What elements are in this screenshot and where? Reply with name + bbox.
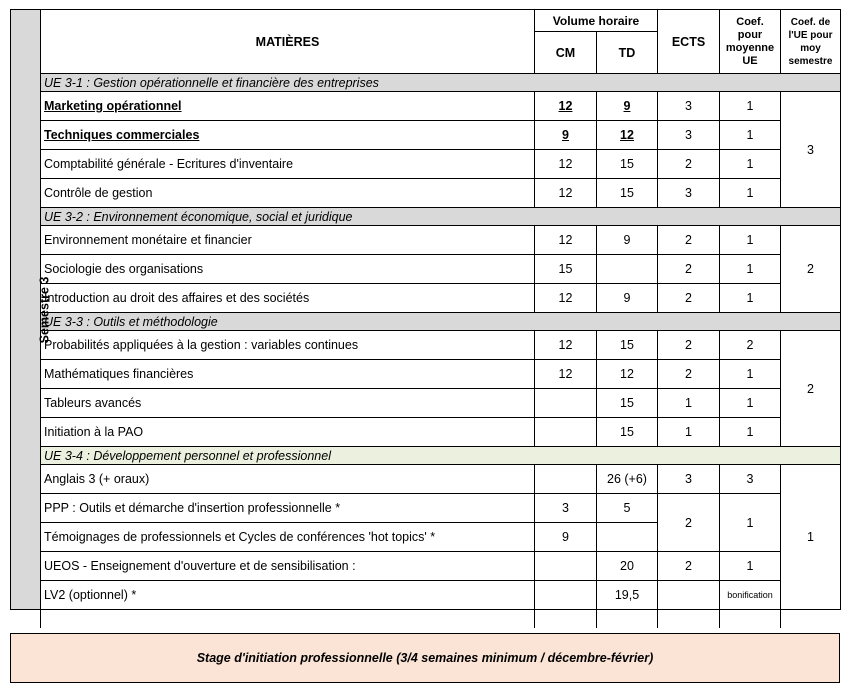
td-hours: 15	[597, 418, 658, 447]
coef-value: 1	[720, 121, 781, 150]
subject-name: Marketing opérationnel	[41, 92, 535, 121]
ects-value: 1	[658, 418, 720, 447]
header-matieres: MATIÈRES	[41, 10, 535, 74]
stage-banner: Stage d'initiation professionnelle (3/4 semaines minimum / décembre-février)	[10, 633, 840, 683]
cm-hours: 12	[535, 150, 597, 179]
header-ects: ECTS	[658, 10, 720, 74]
coef-value: 1	[720, 92, 781, 121]
subject-name: Témoignages de professionnels et Cycles de conférences 'hot topics' *	[41, 523, 535, 552]
subject-name: Anglais 3 (+ oraux)	[41, 465, 535, 494]
spacer-cell	[11, 610, 41, 628]
td-hours: 12	[597, 121, 658, 150]
ects-value	[658, 581, 720, 610]
header-td: TD	[597, 32, 658, 74]
cm-hours: 3	[535, 494, 597, 523]
ects-value: 2	[658, 494, 720, 552]
cm-hours	[535, 581, 597, 610]
cm-hours: 12	[535, 284, 597, 313]
subject-name: Comptabilité générale - Ecritures d'inventaire	[41, 150, 535, 179]
header-coef-moyenne-ue: Coef. pour moyenne UE	[720, 10, 781, 74]
coef-value: 1	[720, 226, 781, 255]
coef-value: 1	[720, 552, 781, 581]
td-hours: 26 (+6)	[597, 465, 658, 494]
header-volume-horaire: Volume horaire	[535, 10, 658, 32]
cm-hours: 9	[535, 121, 597, 150]
ects-value: 3	[658, 179, 720, 208]
subject-name: PPP : Outils et démarche d'insertion professionnelle *	[41, 494, 535, 523]
subject-name: Initiation à la PAO	[41, 418, 535, 447]
cm-hours: 12	[535, 360, 597, 389]
ue-coef: 3	[781, 92, 841, 208]
ects-value: 3	[658, 121, 720, 150]
coef-value: bonification	[720, 581, 781, 610]
spacer-cell	[658, 610, 720, 628]
coef-value: 2	[720, 331, 781, 360]
cm-hours: 12	[535, 226, 597, 255]
ue-coef: 2	[781, 226, 841, 313]
td-hours: 9	[597, 284, 658, 313]
subject-name: UEOS - Enseignement d'ouverture et de sensibilisation :	[41, 552, 535, 581]
td-hours: 15	[597, 389, 658, 418]
subject-name: Mathématiques financières	[41, 360, 535, 389]
ects-value: 2	[658, 331, 720, 360]
cm-hours: 12	[535, 92, 597, 121]
td-hours: 15	[597, 179, 658, 208]
ects-value: 2	[658, 284, 720, 313]
cm-hours: 12	[535, 179, 597, 208]
coef-value: 1	[720, 179, 781, 208]
coef-value: 1	[720, 150, 781, 179]
spacer-cell	[41, 610, 535, 628]
ue-title: UE 3-3 : Outils et méthodologie	[41, 313, 841, 331]
td-hours: 15	[597, 150, 658, 179]
ects-value: 2	[658, 226, 720, 255]
subject-name: Contrôle de gestion	[41, 179, 535, 208]
td-hours: 9	[597, 92, 658, 121]
cm-hours: 12	[535, 331, 597, 360]
coef-value: 1	[720, 360, 781, 389]
td-hours: 19,5	[597, 581, 658, 610]
td-hours: 12	[597, 360, 658, 389]
td-hours: 9	[597, 226, 658, 255]
ue-title: UE 3-4 : Développement personnel et professionnel	[41, 447, 841, 465]
subject-name: Tableurs avancés	[41, 389, 535, 418]
cm-hours: 15	[535, 255, 597, 284]
ects-value: 2	[658, 360, 720, 389]
spacer-cell	[597, 610, 658, 628]
ects-value: 3	[658, 465, 720, 494]
ects-value: 2	[658, 552, 720, 581]
td-hours: 15	[597, 331, 658, 360]
ue-coef: 2	[781, 331, 841, 447]
subject-name: Introduction au droit des affaires et des sociétés	[41, 284, 535, 313]
coef-value: 1	[720, 418, 781, 447]
header-cm: CM	[535, 32, 597, 74]
ects-value: 2	[658, 150, 720, 179]
cm-hours	[535, 552, 597, 581]
spacer-cell	[781, 610, 841, 628]
subject-name: Environnement monétaire et financier	[41, 226, 535, 255]
td-hours: 5	[597, 494, 658, 523]
ue-title: UE 3-1 : Gestion opérationnelle et financière des entreprises	[41, 74, 841, 92]
spacer-cell	[720, 610, 781, 628]
cm-hours: 9	[535, 523, 597, 552]
coef-value: 1	[720, 284, 781, 313]
cm-hours	[535, 418, 597, 447]
ects-value: 2	[658, 255, 720, 284]
td-hours	[597, 255, 658, 284]
curriculum-table-wrapper	[10, 9, 840, 628]
subject-name: Probabilités appliquées à la gestion : variables continues	[41, 331, 535, 360]
header-coef-ue-semestre: Coef. de l'UE pour moy semestre	[781, 10, 841, 74]
semester-cell	[11, 10, 52, 610]
td-hours	[597, 523, 658, 552]
td-hours: 20	[597, 552, 658, 581]
coef-value: 1	[720, 255, 781, 284]
ects-value: 3	[658, 92, 720, 121]
cm-hours	[535, 389, 597, 418]
subject-name: Sociologie des organisations	[41, 255, 535, 284]
curriculum-table	[10, 9, 841, 628]
semester-label: Semestre 3	[37, 276, 52, 343]
coef-value: 3	[720, 465, 781, 494]
subject-name: LV2 (optionnel) *	[41, 581, 535, 610]
ue-coef: 1	[781, 465, 841, 610]
spacer-cell	[535, 610, 597, 628]
coef-value: 1	[720, 494, 781, 552]
coef-value: 1	[720, 389, 781, 418]
ue-title: UE 3-2 : Environnement économique, social et juridique	[41, 208, 841, 226]
subject-name: Techniques commerciales	[41, 121, 535, 150]
cm-hours	[535, 465, 597, 494]
ects-value: 1	[658, 389, 720, 418]
